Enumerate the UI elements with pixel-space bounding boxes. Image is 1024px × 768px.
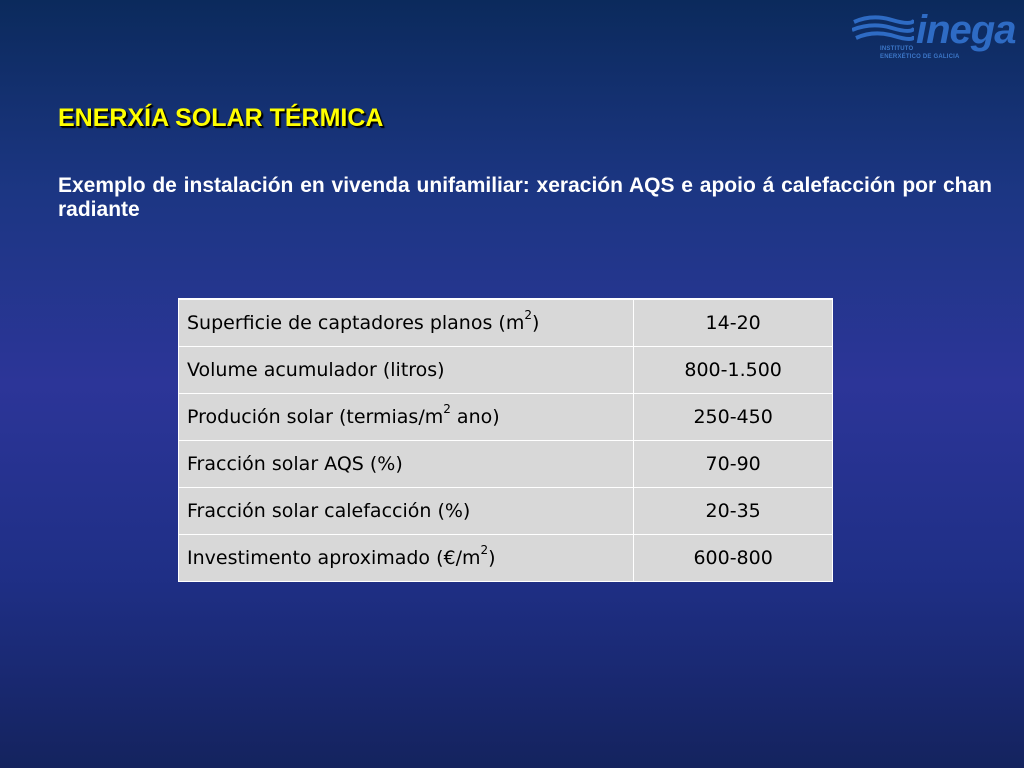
row-label-text: Superficie de captadores planos (m — [187, 311, 525, 334]
table-row — [179, 487, 833, 534]
superscript: 2 — [443, 402, 451, 417]
row-label-text: Fracción solar AQS (%) — [187, 452, 403, 475]
row-value: 70-90 — [634, 440, 833, 487]
logo-subtitle-line2: ENERXÉTICO DE GALICIA — [880, 54, 960, 60]
row-label-suffix: ) — [488, 546, 496, 569]
superscript: 2 — [480, 543, 489, 558]
row-label — [179, 440, 634, 487]
row-value: 250-450 — [634, 393, 833, 440]
row-value: 14-20 — [634, 299, 833, 346]
table-row — [179, 299, 833, 346]
logo-subtitle-line1: INSTITUTO — [880, 46, 914, 52]
row-label — [179, 299, 634, 346]
row-label — [179, 487, 634, 534]
inega-logo — [852, 8, 1016, 66]
row-label-text: Produción solar (termias/m — [187, 405, 444, 428]
row-label — [179, 534, 634, 581]
table-body — [179, 299, 833, 581]
table-row — [179, 534, 833, 581]
table-row — [179, 393, 833, 440]
table-row — [179, 440, 833, 487]
wave-logo-icon — [852, 14, 914, 48]
row-label — [179, 393, 634, 440]
row-label-text: Fracción solar calefacción (%) — [187, 499, 471, 522]
row-label-text: Investimento aproximado (€/m — [187, 546, 481, 569]
row-label — [179, 346, 634, 393]
row-value: 20-35 — [634, 487, 833, 534]
row-label-text: Volume acumulador (litros) — [187, 358, 445, 381]
row-label-suffix: ) — [531, 311, 540, 334]
superscript: 2 — [524, 308, 532, 323]
slide-title: ENERXÍA SOLAR TÉRMICA — [58, 104, 384, 132]
row-label-suffix: ano) — [450, 405, 500, 428]
row-value: 800-1.500 — [634, 346, 833, 393]
logo-wordmark: inega — [916, 8, 1016, 52]
row-value: 600-800 — [634, 534, 833, 581]
solar-data-table — [178, 298, 833, 582]
slide-subtitle: Exemplo de instalación en vivenda unifamiliar: xeración AQS e apoio á calefacción por chan radiante — [58, 174, 992, 221]
table-row — [179, 346, 833, 393]
